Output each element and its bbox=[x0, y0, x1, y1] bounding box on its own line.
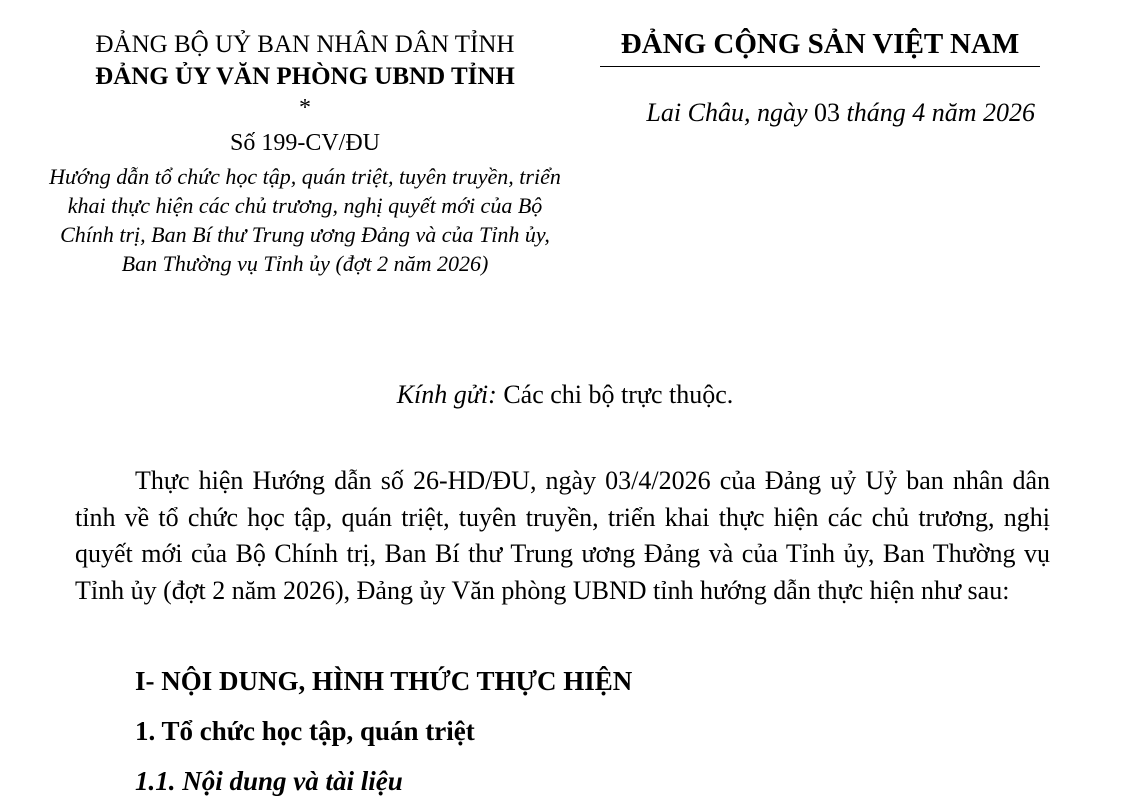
section-heading-1-1: 1. Tổ chức học tập, quán triệt bbox=[135, 716, 475, 746]
place-and-date bbox=[585, 96, 1055, 130]
date-day: 03 bbox=[814, 98, 840, 127]
document-number: Số 199-CV/ĐU bbox=[229, 130, 380, 156]
document-summary: Hướng dẫn tổ chức học tập, quán triệt, tuyên truyền, triển khai thực hiện các chủ trương, nghị quyết mới của Bộ Chính trị, Ban Bí thư Trung ương Đảng và của Tỉnh ủy, Ban Thường vụ Tỉnh ủy (đợt 2 năm 2026) bbox=[49, 164, 561, 276]
party-name: ĐẢNG CỘNG SẢN VIỆT NAM bbox=[620, 28, 1020, 60]
issuing-org-parent: ĐẢNG BỘ UỶ BAN NHÂN DÂN TỈNH bbox=[95, 31, 515, 58]
party-name-underline bbox=[600, 66, 1040, 67]
place-date-prefix: Lai Châu, ngày bbox=[646, 98, 814, 127]
section-heading-1: I- NỘI DUNG, HÌNH THỨC THỰC HIỆN bbox=[135, 666, 633, 696]
org-star-separator: * bbox=[299, 95, 311, 121]
recipient-label: Kính gửi: bbox=[396, 380, 497, 409]
issuing-org-name: ĐẢNG ỦY VĂN PHÒNG UBND TỈNH bbox=[95, 63, 515, 90]
recipient-value: Các chi bộ trực thuộc. bbox=[496, 380, 734, 409]
place-date-suffix: tháng 4 năm 2026 bbox=[840, 98, 1035, 127]
body-paragraph: Thực hiện Hướng dẫn số 26-HD/ĐU, ngày 03/4/2026 của Đảng uỷ Uỷ ban nhân dân tỉnh về tổ chức học tập, quán triệt, tuyên truyền, triển khai thực hiện các chủ trương, nghị quyết mới của Bộ Chính trị, Ban Bí thư Trung ương Đảng và của Tỉnh ủy, Ban Thường vụ Tỉnh ủy (đợt 2 năm 2026), Đảng ủy Văn phòng UBND tỉnh hướng dẫn thực hiện như sau: bbox=[75, 466, 1050, 605]
recipient-line bbox=[0, 378, 1130, 412]
section-heading-1-1-1: 1.1. Nội dung và tài liệu bbox=[135, 766, 403, 796]
